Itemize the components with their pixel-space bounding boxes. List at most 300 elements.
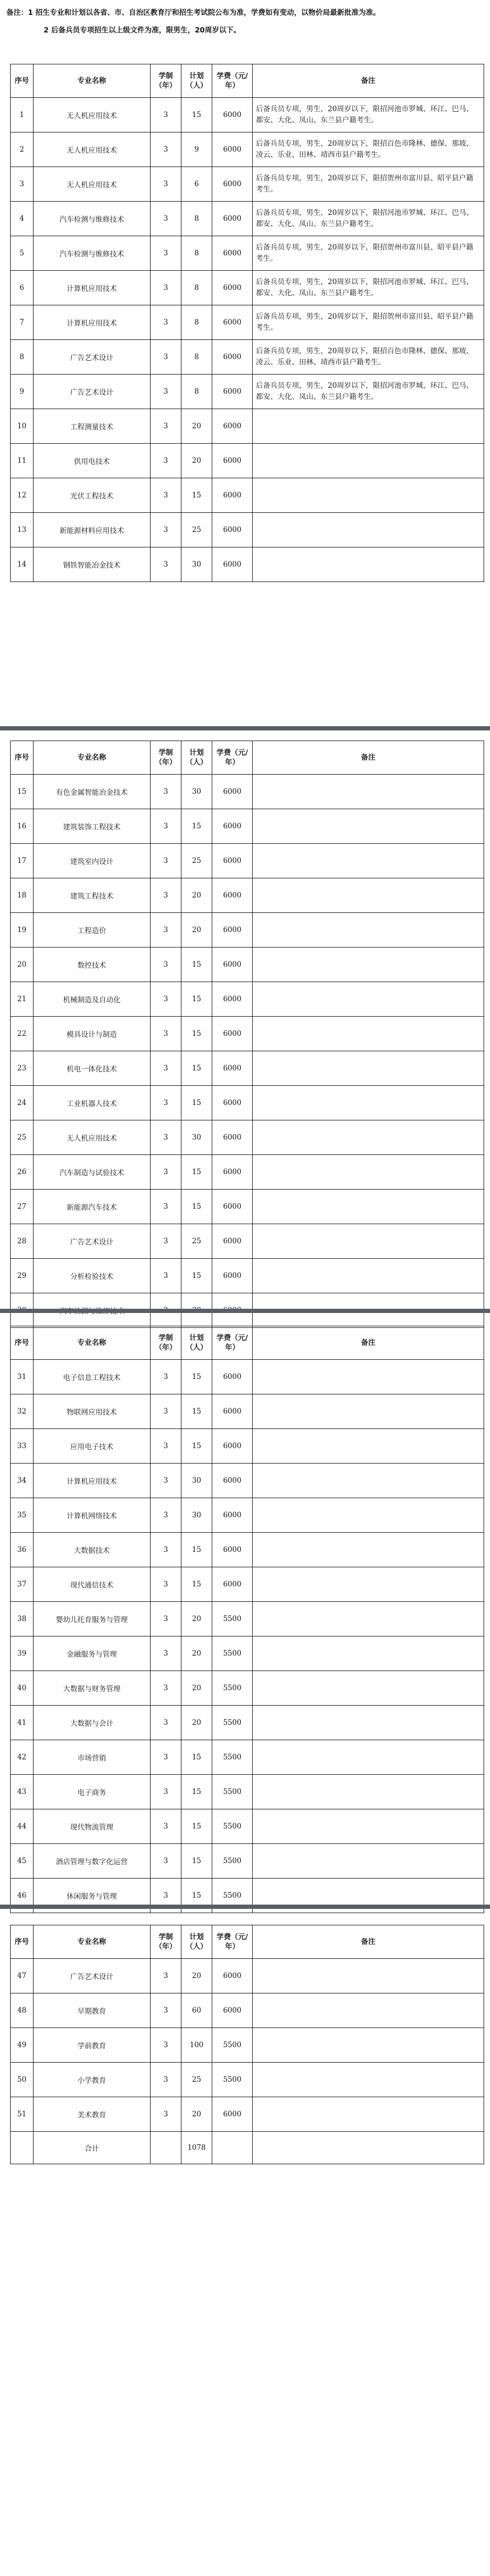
total-plan: 1078 <box>181 2132 212 2164</box>
cell-duration: 3 <box>151 409 181 444</box>
table-row <box>11 98 484 132</box>
header-no: 序号 <box>11 1925 34 1959</box>
header-remark: 备注 <box>253 741 484 775</box>
cell-duration: 3 <box>151 340 181 375</box>
cell-plan: 15 <box>181 1844 212 1879</box>
cell-remark: 后备兵员专项，男生，20周岁以下，限招河池市罗城、环江、巴马、都安、大化、凤山、东兰县户籍考生。 <box>253 375 484 409</box>
cell-remark <box>253 1190 484 1224</box>
cell-plan: 25 <box>181 844 212 878</box>
cell-no: 28 <box>11 1224 34 1259</box>
page-separator <box>0 1309 490 1313</box>
header-remark: 备注 <box>253 1326 484 1360</box>
cell-remark <box>253 878 484 913</box>
cell-remark <box>253 913 484 948</box>
cell-remark <box>253 1775 484 1809</box>
cell-fee: 6000 <box>212 167 253 202</box>
cell-plan: 25 <box>181 513 212 547</box>
cell-plan: 9 <box>181 132 212 167</box>
cell-major: 工程造价 <box>34 913 151 948</box>
table-row <box>11 1190 484 1224</box>
enrollment-table-2 <box>10 741 484 1328</box>
cell-fee: 6000 <box>212 1464 253 1498</box>
header-fee: 学费（元/年） <box>212 64 253 98</box>
table-row <box>11 913 484 948</box>
header-plan: 计划（人） <box>181 741 212 775</box>
cell-no <box>11 2132 34 2164</box>
cell-remark <box>253 409 484 444</box>
table-row <box>11 513 484 547</box>
cell-major: 钢铁智能冶金技术 <box>34 547 151 582</box>
cell-plan: 15 <box>181 1567 212 1602</box>
cell-fee: 6000 <box>212 948 253 982</box>
cell-remark <box>253 1740 484 1775</box>
cell-no: 18 <box>11 878 34 913</box>
note-1: 备注：1 招生专业和计划以各省、市、自治区教育厅和招生考试院公布为准，学费如有变动，以物价局最新批准为准。 <box>6 9 380 17</box>
table-row <box>11 547 484 582</box>
cell-major: 应用电子技术 <box>34 1429 151 1464</box>
cell-major: 汽车检测与维修技术 <box>34 202 151 236</box>
header-fee: 学费（元/年） <box>212 1925 253 1959</box>
cell-duration: 3 <box>151 1120 181 1155</box>
cell-major: 工程测量技术 <box>34 409 151 444</box>
cell-duration: 3 <box>151 1051 181 1086</box>
cell-no: 14 <box>11 547 34 582</box>
cell-plan: 20 <box>181 444 212 478</box>
cell-fee: 5500 <box>212 2028 253 2063</box>
cell-duration: 3 <box>151 1224 181 1259</box>
cell-fee: 6000 <box>212 409 253 444</box>
cell-no: 21 <box>11 982 34 1017</box>
cell-major: 无人机应用技术 <box>34 98 151 132</box>
cell-major: 现代通信技术 <box>34 1567 151 1602</box>
cell-duration: 3 <box>151 913 181 948</box>
table-row <box>11 809 484 844</box>
cell-fee: 5500 <box>212 1602 253 1636</box>
cell-major: 大数据与财务管理 <box>34 1671 151 1706</box>
cell-duration: 3 <box>151 236 181 271</box>
cell-duration: 3 <box>151 132 181 167</box>
cell-major: 建筑装饰工程技术 <box>34 809 151 844</box>
cell-fee: 6000 <box>212 1429 253 1464</box>
cell-fee: 5500 <box>212 1706 253 1740</box>
cell-duration: 3 <box>151 167 181 202</box>
cell-major: 数控技术 <box>34 948 151 982</box>
cell-remark <box>253 809 484 844</box>
enrollment-table-4 <box>10 1925 484 2164</box>
header-no: 序号 <box>11 64 34 98</box>
cell-no: 1 <box>11 98 34 132</box>
cell-duration: 3 <box>151 1017 181 1051</box>
cell-duration: 3 <box>151 305 181 340</box>
cell-major: 汽车检测与维修技术 <box>34 236 151 271</box>
table-row <box>11 2028 484 2063</box>
cell-fee: 6000 <box>212 1120 253 1155</box>
table-row <box>11 1775 484 1809</box>
cell-no: 44 <box>11 1809 34 1844</box>
cell-no: 45 <box>11 1844 34 1879</box>
cell-major: 有色金属智能冶金技术 <box>34 775 151 809</box>
header-plan: 计划（人） <box>181 64 212 98</box>
table-row <box>11 202 484 236</box>
cell-fee: 6000 <box>212 844 253 878</box>
cell-fee: 6000 <box>212 1959 253 1993</box>
cell-duration: 3 <box>151 1879 181 1913</box>
cell-major: 婴幼儿托育服务与管理 <box>34 1602 151 1636</box>
cell-duration: 3 <box>151 1498 181 1533</box>
cell-plan: 15 <box>181 1809 212 1844</box>
header-plan: 计划（人） <box>181 1925 212 1959</box>
cell-plan: 25 <box>181 2063 212 2097</box>
table-row <box>11 444 484 478</box>
cell-plan: 8 <box>181 202 212 236</box>
table-row <box>11 1224 484 1259</box>
cell-duration: 3 <box>151 1429 181 1464</box>
cell-fee: 6000 <box>212 202 253 236</box>
cell-fee: 6000 <box>212 1394 253 1429</box>
header-major: 专业名称 <box>34 741 151 775</box>
cell-plan: 8 <box>181 271 212 305</box>
cell-remark <box>253 1993 484 2028</box>
cell-plan: 20 <box>181 878 212 913</box>
table-row <box>11 409 484 444</box>
note-2: 2 后备兵员专项招生以上级文件为准，限男生，20周岁以下。 <box>44 26 241 35</box>
cell-fee <box>212 2132 253 2164</box>
cell-remark <box>253 1498 484 1533</box>
cell-plan: 15 <box>181 1394 212 1429</box>
cell-no: 51 <box>11 2097 34 2132</box>
cell-remark <box>253 1429 484 1464</box>
cell-duration: 3 <box>151 1567 181 1602</box>
cell-remark <box>253 2097 484 2132</box>
table-row <box>11 1706 484 1740</box>
cell-remark <box>253 1602 484 1636</box>
cell-major: 供用电技术 <box>34 444 151 478</box>
cell-no: 40 <box>11 1671 34 1706</box>
cell-plan: 15 <box>181 1429 212 1464</box>
cell-major: 新能源材料应用技术 <box>34 513 151 547</box>
header-major: 专业名称 <box>34 1925 151 1959</box>
header-duration: 学制（年） <box>151 64 181 98</box>
cell-no: 10 <box>11 409 34 444</box>
cell-major: 建筑室内设计 <box>34 844 151 878</box>
cell-no: 16 <box>11 809 34 844</box>
cell-plan: 20 <box>181 1671 212 1706</box>
table-row <box>11 1498 484 1533</box>
cell-plan: 20 <box>181 409 212 444</box>
cell-remark: 后备兵员专项，男生，20周岁以下，限招河池市罗城、环江、巴马、都安、大化、凤山、东兰县户籍考生。 <box>253 202 484 236</box>
cell-duration: 3 <box>151 1086 181 1120</box>
cell-no: 19 <box>11 913 34 948</box>
cell-major: 无人机应用技术 <box>34 167 151 202</box>
cell-fee: 6000 <box>212 305 253 340</box>
cell-duration: 3 <box>151 375 181 409</box>
cell-plan: 15 <box>181 1360 212 1394</box>
cell-fee: 6000 <box>212 444 253 478</box>
cell-no: 11 <box>11 444 34 478</box>
header-no: 序号 <box>11 1326 34 1360</box>
cell-remark <box>253 1360 484 1394</box>
cell-plan: 60 <box>181 1993 212 2028</box>
cell-plan: 15 <box>181 948 212 982</box>
cell-no: 4 <box>11 202 34 236</box>
cell-major: 现代物流管理 <box>34 1809 151 1844</box>
cell-no: 48 <box>11 1993 34 2028</box>
cell-fee: 5500 <box>212 1775 253 1809</box>
cell-plan: 15 <box>181 98 212 132</box>
header-plan: 计划（人） <box>181 1326 212 1360</box>
cell-no: 3 <box>11 167 34 202</box>
cell-duration: 3 <box>151 982 181 1017</box>
header-fee: 学费（元/年） <box>212 1326 253 1360</box>
cell-major: 计算机网络技术 <box>34 1498 151 1533</box>
cell-duration: 3 <box>151 1394 181 1429</box>
table-row <box>11 1533 484 1567</box>
cell-major: 计算机应用技术 <box>34 1464 151 1498</box>
cell-plan: 6 <box>181 167 212 202</box>
cell-plan: 8 <box>181 236 212 271</box>
cell-remark <box>253 948 484 982</box>
notes-section <box>6 6 485 37</box>
cell-major: 学前教育 <box>34 2028 151 2063</box>
header-duration: 学制（年） <box>151 1925 181 1959</box>
cell-plan: 15 <box>181 1051 212 1086</box>
table-row <box>11 1360 484 1394</box>
cell-no: 33 <box>11 1429 34 1464</box>
cell-fee: 5500 <box>212 1879 253 1913</box>
cell-major: 大数据与会计 <box>34 1706 151 1740</box>
cell-duration: 3 <box>151 1844 181 1879</box>
cell-duration: 3 <box>151 1464 181 1498</box>
cell-remark <box>253 2063 484 2097</box>
table-row <box>11 1259 484 1293</box>
page-separator <box>0 1905 490 1909</box>
cell-remark <box>253 2132 484 2164</box>
cell-major: 美术教育 <box>34 2097 151 2132</box>
cell-fee: 6000 <box>212 775 253 809</box>
total-row <box>11 2132 484 2164</box>
total-label: 合计 <box>34 2132 151 2164</box>
cell-fee: 6000 <box>212 1567 253 1602</box>
table-row <box>11 1051 484 1086</box>
table-row <box>11 1394 484 1429</box>
cell-no: 6 <box>11 271 34 305</box>
cell-plan: 20 <box>181 1602 212 1636</box>
page-separator <box>0 726 490 730</box>
table-row <box>11 1740 484 1775</box>
cell-remark <box>253 478 484 513</box>
cell-fee: 6000 <box>212 340 253 375</box>
cell-remark: 后备兵员专项，男生，20周岁以下，限招河池市罗城、环江、巴马、都安、大化、凤山、东兰县户籍考生。 <box>253 271 484 305</box>
table-row <box>11 1636 484 1671</box>
cell-plan: 20 <box>181 2097 212 2132</box>
cell-no: 43 <box>11 1775 34 1809</box>
cell-duration: 3 <box>151 1259 181 1293</box>
cell-remark <box>253 1017 484 1051</box>
cell-plan: 8 <box>181 305 212 340</box>
table-row <box>11 340 484 375</box>
cell-duration: 3 <box>151 1993 181 2028</box>
table-row <box>11 271 484 305</box>
header-remark: 备注 <box>253 64 484 98</box>
cell-fee: 5500 <box>212 2063 253 2097</box>
cell-fee: 6000 <box>212 2097 253 2132</box>
cell-duration: 3 <box>151 775 181 809</box>
cell-no: 35 <box>11 1498 34 1533</box>
cell-remark <box>253 1706 484 1740</box>
cell-plan: 30 <box>181 547 212 582</box>
cell-plan: 15 <box>181 1086 212 1120</box>
table-row <box>11 1464 484 1498</box>
cell-remark <box>253 1224 484 1259</box>
cell-duration: 3 <box>151 2097 181 2132</box>
cell-remark <box>253 547 484 582</box>
cell-duration: 3 <box>151 1533 181 1567</box>
cell-remark <box>253 1636 484 1671</box>
header-row <box>11 1925 484 1959</box>
cell-remark: 后备兵员专项，男生，20周岁以下，限招贺州市富川县、昭平县户籍考生。 <box>253 305 484 340</box>
cell-no: 41 <box>11 1706 34 1740</box>
cell-no: 46 <box>11 1879 34 1913</box>
cell-no: 9 <box>11 375 34 409</box>
cell-fee: 6000 <box>212 98 253 132</box>
table-row <box>11 878 484 913</box>
table-row <box>11 1993 484 2028</box>
cell-duration: 3 <box>151 948 181 982</box>
header-no: 序号 <box>11 741 34 775</box>
cell-remark <box>253 1844 484 1879</box>
cell-plan: 15 <box>181 1155 212 1190</box>
cell-plan: 15 <box>181 1775 212 1809</box>
cell-plan: 15 <box>181 1533 212 1567</box>
cell-remark <box>253 2028 484 2063</box>
cell-no: 22 <box>11 1017 34 1051</box>
cell-remark: 后备兵员专项，男生，20周岁以下，限招贺州市富川县、昭平县户籍考生。 <box>253 236 484 271</box>
cell-plan: 15 <box>181 1740 212 1775</box>
header-duration: 学制（年） <box>151 741 181 775</box>
cell-duration: 3 <box>151 1740 181 1775</box>
cell-plan: 20 <box>181 1959 212 1993</box>
cell-fee: 6000 <box>212 1190 253 1224</box>
cell-remark <box>253 1809 484 1844</box>
cell-remark <box>253 513 484 547</box>
cell-fee: 6000 <box>212 878 253 913</box>
cell-duration: 3 <box>151 1671 181 1706</box>
cell-remark <box>253 1567 484 1602</box>
cell-major: 大数据技术 <box>34 1533 151 1567</box>
cell-plan: 15 <box>181 478 212 513</box>
cell-major: 酒店管理与数字化运营 <box>34 1844 151 1879</box>
table-row <box>11 1429 484 1464</box>
cell-major: 计算机应用技术 <box>34 271 151 305</box>
cell-no: 24 <box>11 1086 34 1120</box>
cell-no: 36 <box>11 1533 34 1567</box>
cell-duration: 3 <box>151 809 181 844</box>
cell-duration: 3 <box>151 1602 181 1636</box>
table-row <box>11 375 484 409</box>
enrollment-table <box>10 1326 484 1913</box>
enrollment-table <box>10 64 484 582</box>
cell-major: 汽车制造与试验技术 <box>34 1155 151 1190</box>
cell-remark <box>253 444 484 478</box>
cell-no: 50 <box>11 2063 34 2097</box>
cell-duration: 3 <box>151 878 181 913</box>
header-row <box>11 64 484 98</box>
cell-major: 早期教育 <box>34 1993 151 2028</box>
cell-no: 29 <box>11 1259 34 1293</box>
cell-major: 新能源汽车技术 <box>34 1190 151 1224</box>
cell-no: 38 <box>11 1602 34 1636</box>
cell-no: 5 <box>11 236 34 271</box>
table-row <box>11 1809 484 1844</box>
cell-fee: 6000 <box>212 132 253 167</box>
cell-fee: 5500 <box>212 1844 253 1879</box>
cell-no: 2 <box>11 132 34 167</box>
cell-duration <box>151 2132 181 2164</box>
cell-plan: 15 <box>181 1259 212 1293</box>
cell-fee: 6000 <box>212 1051 253 1086</box>
cell-fee: 6000 <box>212 913 253 948</box>
cell-major: 模具设计与制造 <box>34 1017 151 1051</box>
cell-fee: 6000 <box>212 478 253 513</box>
cell-duration: 3 <box>151 444 181 478</box>
cell-plan: 8 <box>181 340 212 375</box>
cell-plan: 100 <box>181 2028 212 2063</box>
cell-fee: 6000 <box>212 1533 253 1567</box>
cell-plan: 30 <box>181 775 212 809</box>
cell-fee: 6000 <box>212 1360 253 1394</box>
cell-fee: 6000 <box>212 1155 253 1190</box>
cell-major: 电子信息工程技术 <box>34 1360 151 1394</box>
header-major: 专业名称 <box>34 64 151 98</box>
cell-plan: 8 <box>181 375 212 409</box>
cell-duration: 3 <box>151 547 181 582</box>
cell-remark <box>253 775 484 809</box>
table-row <box>11 1155 484 1190</box>
cell-fee: 6000 <box>212 809 253 844</box>
cell-plan: 15 <box>181 1017 212 1051</box>
cell-fee: 5500 <box>212 1636 253 1671</box>
table-row <box>11 844 484 878</box>
cell-no: 7 <box>11 305 34 340</box>
table-row <box>11 167 484 202</box>
cell-duration: 3 <box>151 1155 181 1190</box>
cell-no: 13 <box>11 513 34 547</box>
cell-no: 32 <box>11 1394 34 1429</box>
cell-remark <box>253 1120 484 1155</box>
cell-remark: 后备兵员专项，男生，20周岁以下，限招贺州市富川县、昭平县户籍考生。 <box>253 167 484 202</box>
cell-remark <box>253 1394 484 1429</box>
cell-plan: 15 <box>181 1190 212 1224</box>
cell-no: 49 <box>11 2028 34 2063</box>
cell-remark <box>253 982 484 1017</box>
cell-major: 金融服务与管理 <box>34 1636 151 1671</box>
table-row <box>11 305 484 340</box>
cell-fee: 6000 <box>212 1224 253 1259</box>
cell-major: 市场营销 <box>34 1740 151 1775</box>
cell-remark <box>253 1464 484 1498</box>
cell-remark <box>253 1533 484 1567</box>
cell-major: 电子商务 <box>34 1775 151 1809</box>
enrollment-table-1 <box>10 64 484 582</box>
cell-duration: 3 <box>151 844 181 878</box>
table-row <box>11 132 484 167</box>
cell-no: 42 <box>11 1740 34 1775</box>
cell-major: 计算机应用技术 <box>34 305 151 340</box>
cell-no: 15 <box>11 775 34 809</box>
cell-no: 31 <box>11 1360 34 1394</box>
cell-plan: 30 <box>181 1464 212 1498</box>
cell-plan: 15 <box>181 1879 212 1913</box>
